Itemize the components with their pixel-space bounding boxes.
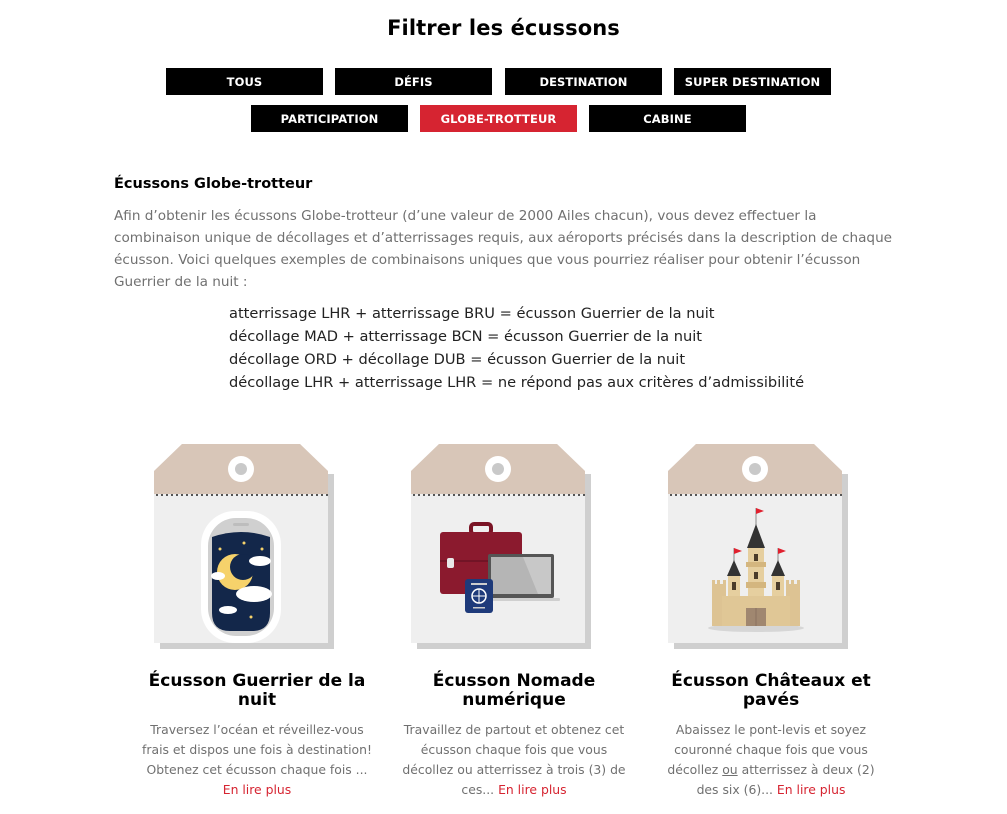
badge-tag[interactable] — [154, 444, 328, 643]
badge-title: Écusson Guerrier de la nuit — [148, 671, 366, 710]
read-more-link[interactable]: En lire plus — [222, 782, 292, 797]
badge-description-text: Travaillez de partout et obtenez cet écusson chaque fois que vous décollez ou atterrissez à trois (3) de ces... — [402, 722, 626, 797]
badge-description — [399, 720, 629, 800]
filter-cabine-button[interactable]: CABINE — [589, 105, 746, 132]
castle-icon — [704, 504, 808, 634]
airplane-window-night-icon — [198, 509, 284, 645]
badge-tag[interactable] — [411, 444, 585, 643]
example-line: atterrissage LHR + atterrissage BRU = écusson Guerrier de la nuit — [229, 305, 715, 322]
example-line: décollage LHR + atterrissage LHR = ne répond pas aux critères d’admissibilité — [229, 374, 805, 391]
badge-tag[interactable] — [668, 444, 842, 643]
filter-tous-button[interactable]: TOUS — [166, 68, 323, 95]
badge-description — [142, 720, 372, 800]
badge-description — [656, 720, 886, 800]
read-more-link[interactable]: En lire plus — [498, 782, 567, 797]
read-more-link[interactable]: En lire plus — [776, 782, 846, 797]
badge-description-text: Traversez l’océan et réveillez-vous frais et dispos une fois à destination! Obtenez cet écusson chaque fois ... — [142, 722, 372, 777]
filter-globe-trotteur-button[interactable]: GLOBE-TROTTEUR — [420, 105, 577, 132]
page-title: Filtrer les écussons — [387, 16, 620, 40]
badge-title: Écusson Nomade numérique — [432, 671, 596, 710]
badge-description-emphasis: ou — [722, 762, 738, 777]
section-heading: Écussons Globe-trotteur — [114, 176, 313, 192]
filter-super-destination-button[interactable]: SUPER DESTINATION — [674, 68, 831, 95]
section-intro: Afin d’obtenir les écussons Globe-trotteur (d’une valeur de 2000 Ailes chacun), vous devez effectuer la combinaison unique de décollages et d’atterrissages requis, aux aéroports précisés dans la description de chaque écusson. Voici quelques exemples de combinaisons uniques que vous pourriez réaliser pour obtenir l’écusson Guerrier de la nuit : — [114, 208, 893, 290]
badge-description-text: atterrissez à deux (2) des six (6)... — [696, 762, 875, 797]
filter-destination-button[interactable]: DESTINATION — [505, 68, 662, 95]
filter-participation-button[interactable]: PARTICIPATION — [251, 105, 408, 132]
example-line: décollage MAD + atterrissage BCN = écusson Guerrier de la nuit — [229, 328, 703, 345]
filter-defis-button[interactable]: DÉFIS — [335, 68, 492, 95]
badge-description-text: Abaissez le pont-levis et soyez couronné chaque fois que vous décollez — [667, 722, 868, 777]
example-line: décollage ORD + décollage DUB = écusson Guerrier de la nuit — [229, 351, 686, 368]
badge-title: Écusson Châteaux et pavés — [671, 671, 871, 710]
briefcase-laptop-passport-icon — [438, 522, 563, 614]
examples-list — [229, 302, 804, 394]
